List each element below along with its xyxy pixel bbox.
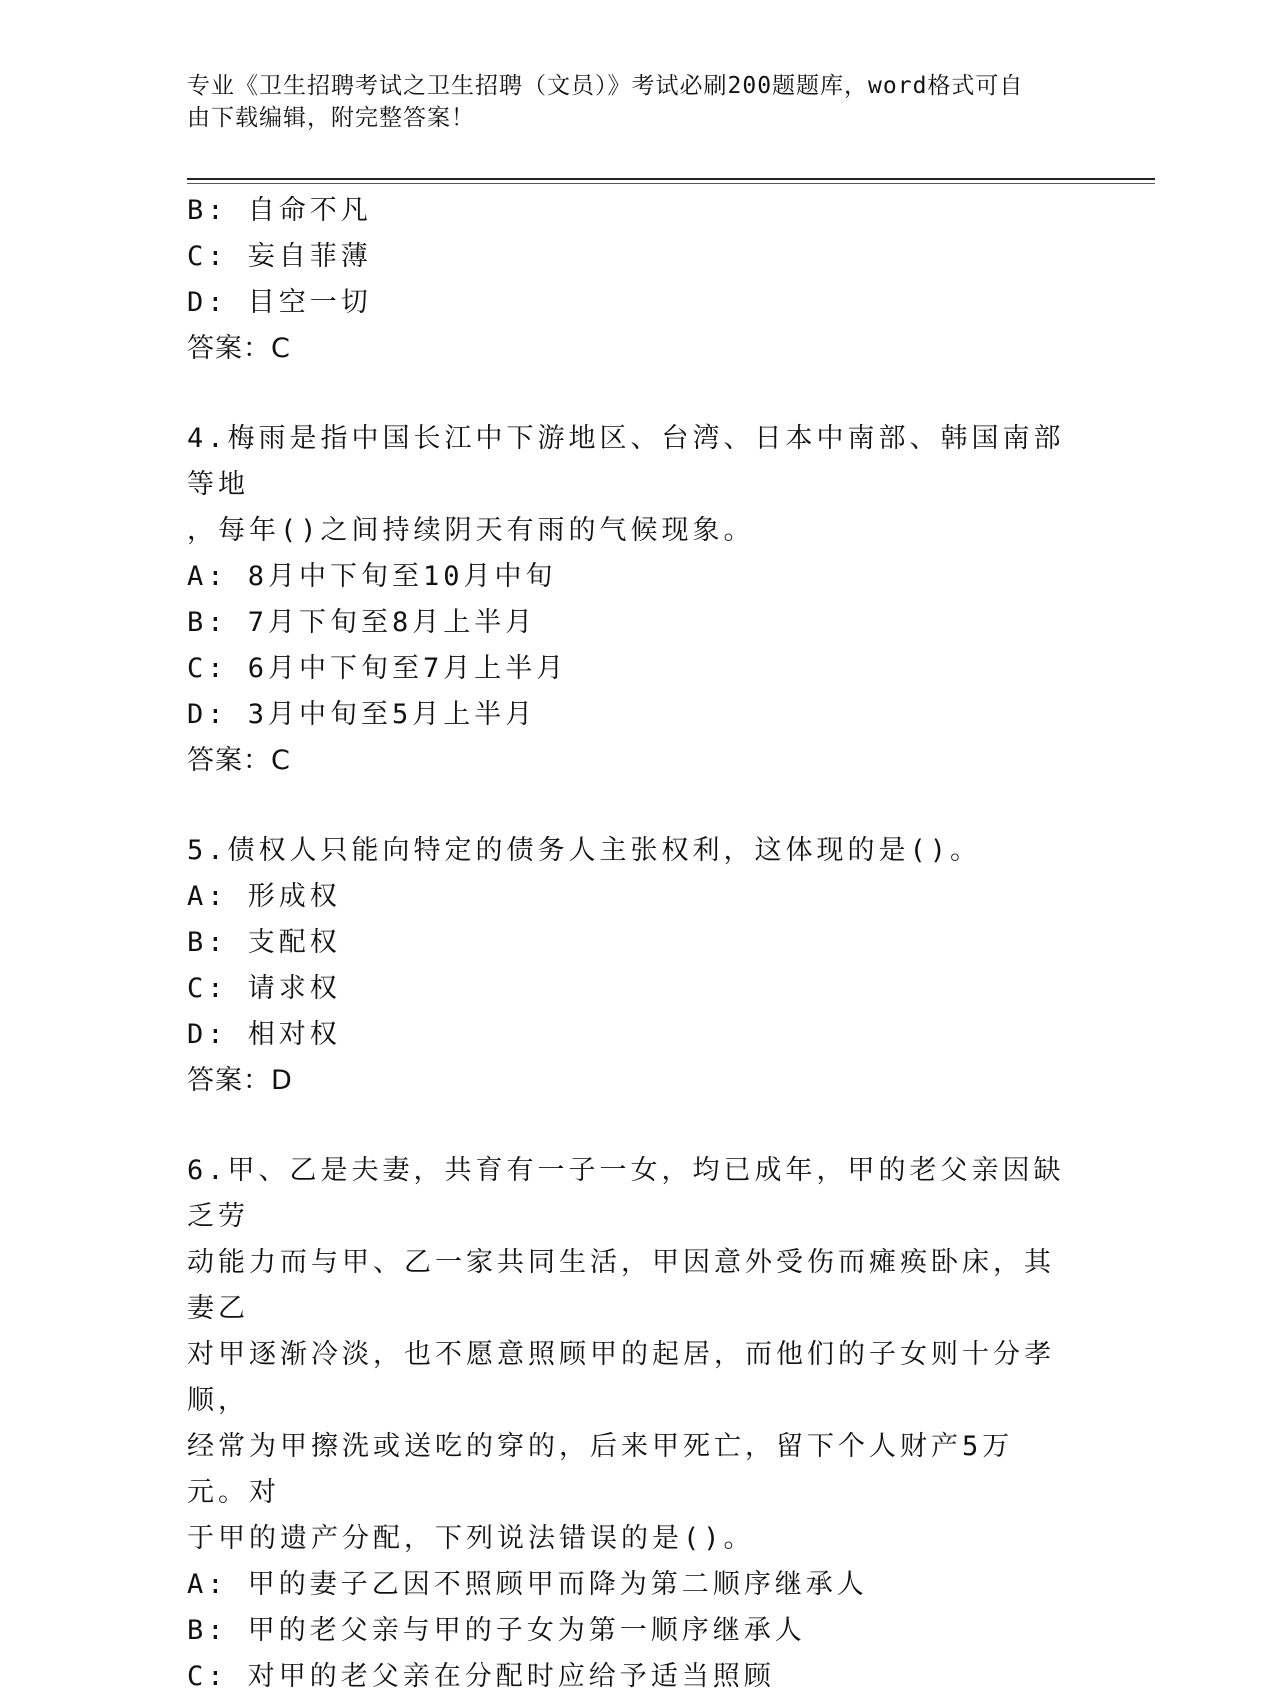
question-stem-line: ，每年()之间持续阴天有雨的气候现象。	[187, 515, 755, 546]
option-a: A: 甲的妻子乙因不照顾甲而降为第二顺序继承人	[187, 1569, 868, 1600]
question-stem-line: 对甲逐渐冷淡，也不愿意照顾甲的起居，而他们的子女则十分孝顺，	[187, 1339, 1055, 1416]
question-6	[187, 1148, 1067, 1700]
document-header	[187, 70, 1067, 134]
question-5	[187, 828, 1067, 1104]
question-list	[187, 188, 1067, 1700]
answer: 答案：C	[187, 333, 291, 364]
question-stem-line: 6.甲、乙是夫妻，共育有一子一女，均已成年，甲的老父亲因缺乏劳	[187, 1155, 1065, 1232]
header-rule-thin	[187, 183, 1155, 184]
option-d: D: 目空一切	[187, 287, 372, 318]
option-c: C: 请求权	[187, 973, 341, 1004]
option-c: C: 6月中下旬至7月上半月	[187, 653, 568, 684]
question-stem-line: 5.债权人只能向特定的债务人主张权利，这体现的是()。	[187, 835, 982, 866]
question-4	[187, 416, 1067, 784]
header-rule-thick	[187, 178, 1155, 180]
question-stem-line: 4.梅雨是指中国长江中下游地区、台湾、日本中南部、韩国南部等地	[187, 423, 1065, 500]
option-c: C: 对甲的老父亲在分配时应给予适当照顾	[187, 1661, 775, 1692]
option-c: C: 妄自菲薄	[187, 241, 372, 272]
question-stem-line: 经常为甲擦洗或送吃的穿的，后来甲死亡，留下个人财产5万元。对	[187, 1431, 1014, 1508]
option-b: B: 7月下旬至8月上半月	[187, 607, 537, 638]
option-b: B: 自命不凡	[187, 195, 372, 226]
question-stem-line: 于甲的遗产分配，下列说法错误的是()。	[187, 1523, 755, 1554]
question-stem-line: 动能力而与甲、乙一家共同生活，甲因意外受伤而瘫痪卧床，其妻乙	[187, 1247, 1055, 1324]
option-b: B: 支配权	[187, 927, 341, 958]
option-b: B: 甲的老父亲与甲的子女为第一顺序继承人	[187, 1615, 806, 1646]
option-d: D: 相对权	[187, 1019, 341, 1050]
option-a: A: 8月中下旬至10月中旬	[187, 561, 557, 592]
answer: 答案：C	[187, 745, 291, 776]
option-a: A: 形成权	[187, 881, 341, 912]
header-line-1: 专业《卫生招聘考试之卫生招聘（文员）》考试必刷200题题库，word格式可自	[187, 73, 1024, 99]
answer: 答案：D	[187, 1065, 293, 1096]
question-3	[187, 188, 1067, 372]
option-d: D: 3月中旬至5月上半月	[187, 699, 537, 730]
header-line-2: 由下载编辑，附完整答案！	[187, 105, 475, 131]
